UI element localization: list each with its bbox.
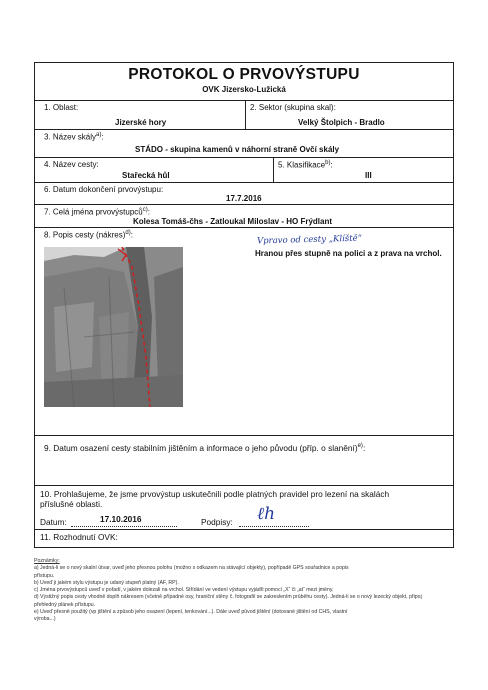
row-route-grade [35, 158, 453, 183]
area-value: Jizerské hory [115, 118, 167, 127]
footnote-line: přehledný plánek přístupu. [34, 601, 96, 608]
signatures-label: Podpisy: [201, 517, 233, 527]
date-value: 17.7.2016 [226, 194, 262, 203]
signing-date-label: Datum: [40, 517, 67, 527]
route-photo [44, 247, 183, 407]
row-area-sector [35, 100, 453, 130]
signing-date-value: 17.10.2016 [100, 514, 142, 524]
grade-label: 5. Klasifikace$^{b)}$: [278, 160, 333, 170]
row-rock-name [35, 130, 453, 158]
footnotes [34, 558, 454, 624]
footnotes-heading: Poznámky: [34, 558, 60, 564]
footnote-line: a) Jedná-li se o nový skalní útvar, uveď jeho přesnou polohu (možno s odkazem na stávající objekty), popřípadě GPS souřadnice a popis [34, 565, 349, 572]
route-name-label: 4. Název cesty: [44, 160, 99, 169]
declaration-text: 10. Prohlašujeme, že jsme prvovýstup uskutečnili podle platných pravidel pro lezení na skalách [40, 489, 390, 499]
description-label: 8. Popis cesty (nákres)$^{d)}$: [44, 230, 133, 240]
footnote-line: výroba...) [34, 616, 56, 623]
rock-name-value: STÁDO - skupina kamenů v náhorní straně Ovčí skály [135, 145, 340, 154]
rock-name-label: 3. Název skály$^{a)}$: [44, 132, 104, 142]
footnote-line: c) Jména prvovýstupců uveď v pořadí, v jakém dolezali na vrchol. Střídání ve vedení výstupu vyjádři pomocí „X“ či „at“ mezi jmény. [34, 587, 334, 594]
climbers-value: Kolesa Tomáš-čhs - Zatloukal Miloslav - HO Frýdlant [133, 217, 333, 226]
sector-value: Velký Štolpich - Bradlo [298, 118, 385, 127]
form-title: PROTOKOL O PRVOVÝSTUPU [128, 66, 360, 83]
signature-mark: ℓh [257, 504, 276, 524]
row-first-ascent-date [35, 183, 453, 205]
row-declaration [35, 486, 453, 530]
ovk-decision-label: 11. Rozhodnutí OVK: [40, 532, 118, 542]
area-label: 1. Oblast: [44, 103, 79, 112]
sector-label: 2. Sektor (skupina skal): [250, 103, 336, 112]
footnote-line: d) Výstižný popis cesty vhodně doplň nákresem (včetně případné osy, hraniční stěny č. fotografií se zakreslením průběhu cesty). Jedná-li se o nový lezecký objekt, připoj [34, 594, 422, 601]
form-subtitle: OVK Jizersko-Lužická [202, 85, 286, 94]
declaration-text-2: příslušné oblasti. [40, 499, 103, 509]
row-climbers [35, 205, 453, 228]
grade-value: III [365, 171, 372, 180]
route-description-text: Hranou přes stupně na polici a z prava na vrchol. [255, 249, 442, 258]
form-header [35, 63, 453, 101]
route-name-value: Stařecká hůl [122, 171, 170, 180]
row-ovk-decision [35, 530, 453, 548]
footnote-line: b) Uveď ji jakém stylu výstupu je udaný stupeň platný (AF, RP). [34, 579, 179, 586]
date-label: 6. Datum dokončení prvovýstupu: [44, 185, 164, 194]
climbers-label: 7. Celá jména prvovýstupců$^{c)}$: [44, 207, 150, 217]
protection-label: 9. Datum osazení cesty stabilním jištěním a informace o jeho původu (příp. o slanění)$^{e)}$: [44, 443, 366, 453]
row-protection [35, 436, 453, 486]
footnote-line: e) Uveď přesně použitý (vp jištění a způsob jeho osazení (lepení, tenkování...). Dále uveď původ jištění (dotované jištění od ČHS, vlastní [34, 609, 348, 616]
footnote-line: přístupu. [34, 572, 55, 579]
handwritten-note: Vpravo od cesty „Klíště“ [256, 233, 363, 247]
